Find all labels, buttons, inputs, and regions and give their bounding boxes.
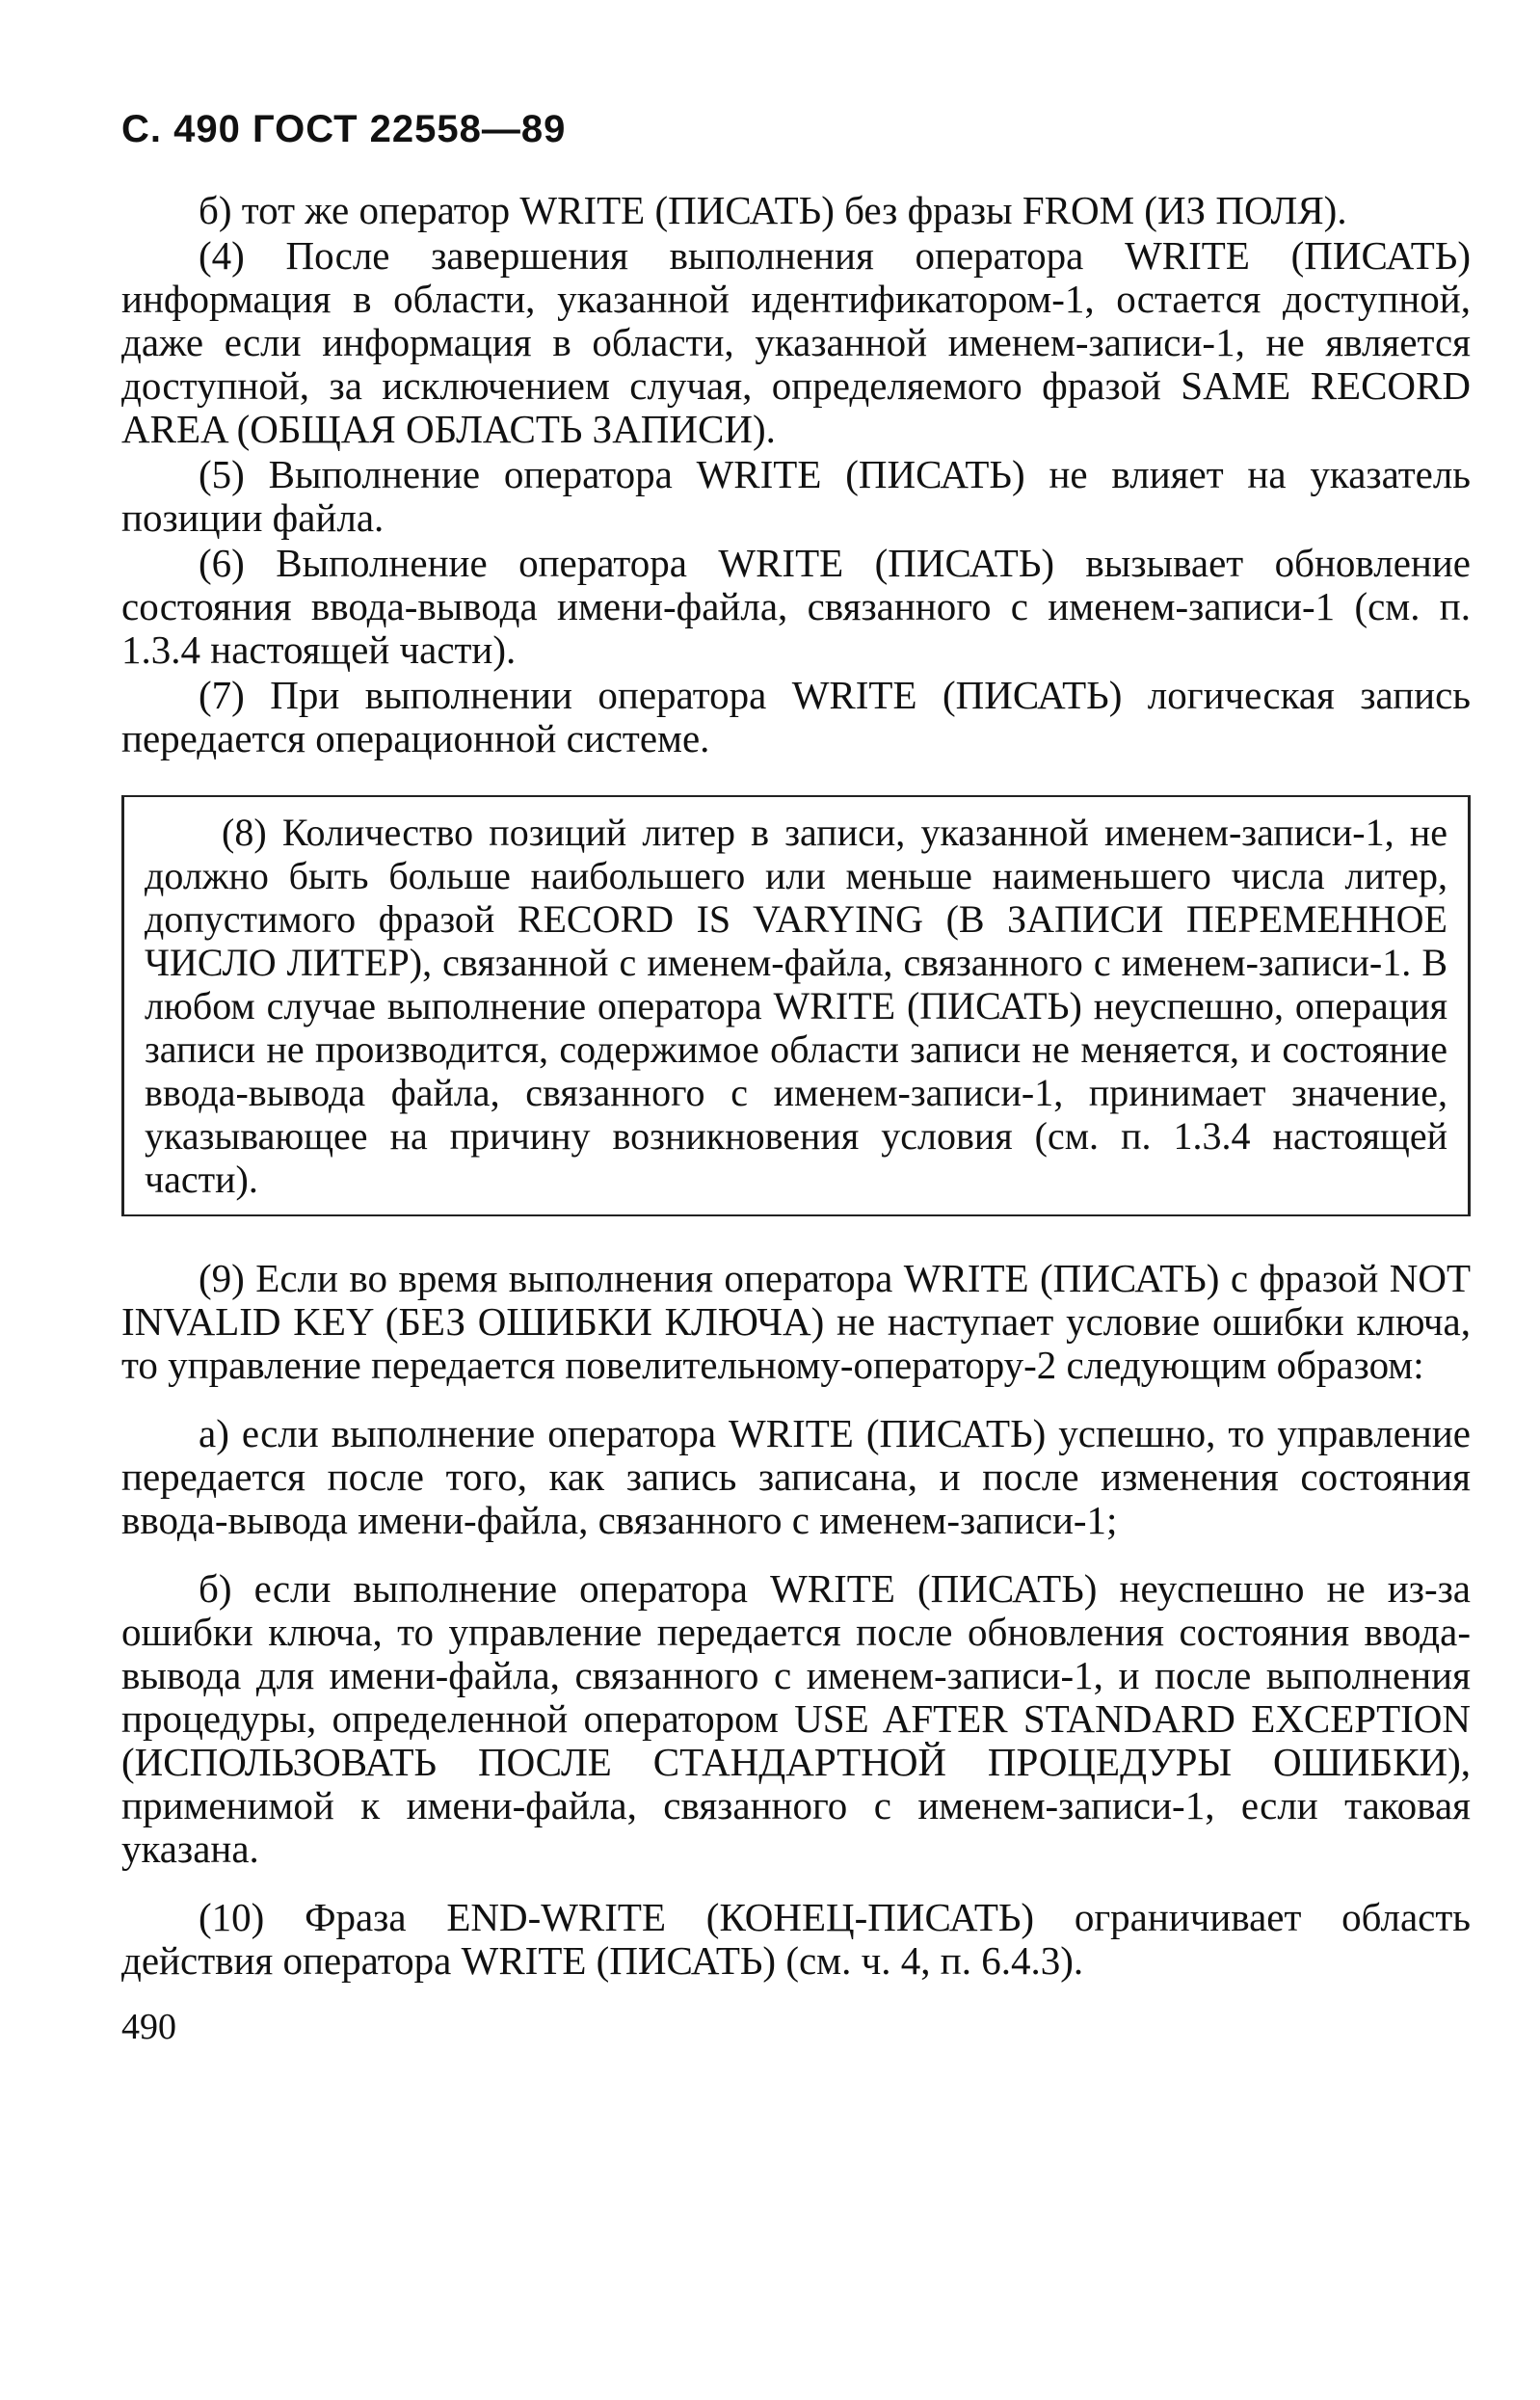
page-number: 490 (121, 2007, 176, 2047)
paragraph-7: (7) При выполнении оператора WRITE (ПИСАТЬ) логическая запись передается операционной системе. (121, 673, 1471, 760)
page-header: С. 490 ГОСТ 22558—89 (121, 108, 567, 150)
paragraph-3b: б) тот же оператор WRITE (ПИСАТЬ) без фразы FROM (ИЗ ПОЛЯ). (199, 188, 1347, 232)
paragraph-6: (6) Выполнение оператора WRITE (ПИСАТЬ) вызывает обновление состояния ввода-вывода имени-файла, связанного с именем-записи-1 (см. п. 1.3.4 настоящей части). (121, 541, 1471, 672)
boxed-section (121, 795, 1471, 1216)
paragraph-9b: б) если выполнение оператора WRITE (ПИСАТЬ) неуспешно не из-за ошибки ключа, то управление передается после обновления состояния ввода-вывода для имени-файла, связанного с именем-записи-1, и после выполнения процедуры, определенной оператором USE AFTER STANDARD EXCEPTION (ИСПОЛЬЗОВАТЬ ПОСЛЕ СТАНДАРТНОЙ ПРОЦЕДУРЫ ОШИБКИ), применимой к имени-файла, связанного с именем-записи-1, если таковая указана. (121, 1566, 1471, 1871)
paragraph-9a: а) если выполнение оператора WRITE (ПИСАТЬ) успешно, то управление передается после того, как запись записана, и после изменения состояния ввода-вывода имени-файла, связанного с именем-записи-1; (121, 1411, 1471, 1542)
paragraph-8: (8) Количество позиций литер в записи, указанной именем-записи-1, не должно быть больше наибольшего или меньше наименьшего числа литер, допустимого фразой RECORD IS VARYING (В ЗАПИСИ ПЕРЕМЕННОЕ ЧИСЛО ЛИТЕР), связанной с именем-файла, связанного с именем-записи-1. В любом случае выполнение оператора WRITE (ПИСАТЬ) неуспешно, операция записи не производится, содержимое области записи не меняется, и состояние ввода-вывода файла, связанного с именем-записи-1, принимает значение, указывающее на причину возникновения условия (см. п. 1.3.4 настоящей части). (145, 811, 1447, 1201)
paragraph-9: (9) Если во время выполнения оператора WRITE (ПИСАТЬ) с фразой NOT INVALID KEY (БЕЗ ОШИБКИ КЛЮЧА) не наступает условие ошибки ключа, то управление передается повелительному-оператору-2 следующим образом: (121, 1256, 1471, 1387)
document-body (121, 189, 1471, 2049)
paragraph-4: (4) После завершения выполнения оператора WRITE (ПИСАТЬ) информация в области, указанной идентификатором-1, остается доступной, даже если информация в области, указанной именем-записи-1, не является доступной, за исключением случая, определяемого фразой SAME RECORD AREA (ОБЩАЯ ОБЛАСТЬ ЗАПИСИ). (121, 233, 1471, 451)
paragraph-10: (10) Фраза END-WRITE (КОНЕЦ-ПИСАТЬ) ограничивает область действия оператора WRITE (ПИСАТЬ) (см. ч. 4, п. 6.4.3). (121, 1895, 1471, 1983)
paragraph-5: (5) Выполнение оператора WRITE (ПИСАТЬ) не влияет на указатель позиции файла. (121, 452, 1471, 540)
